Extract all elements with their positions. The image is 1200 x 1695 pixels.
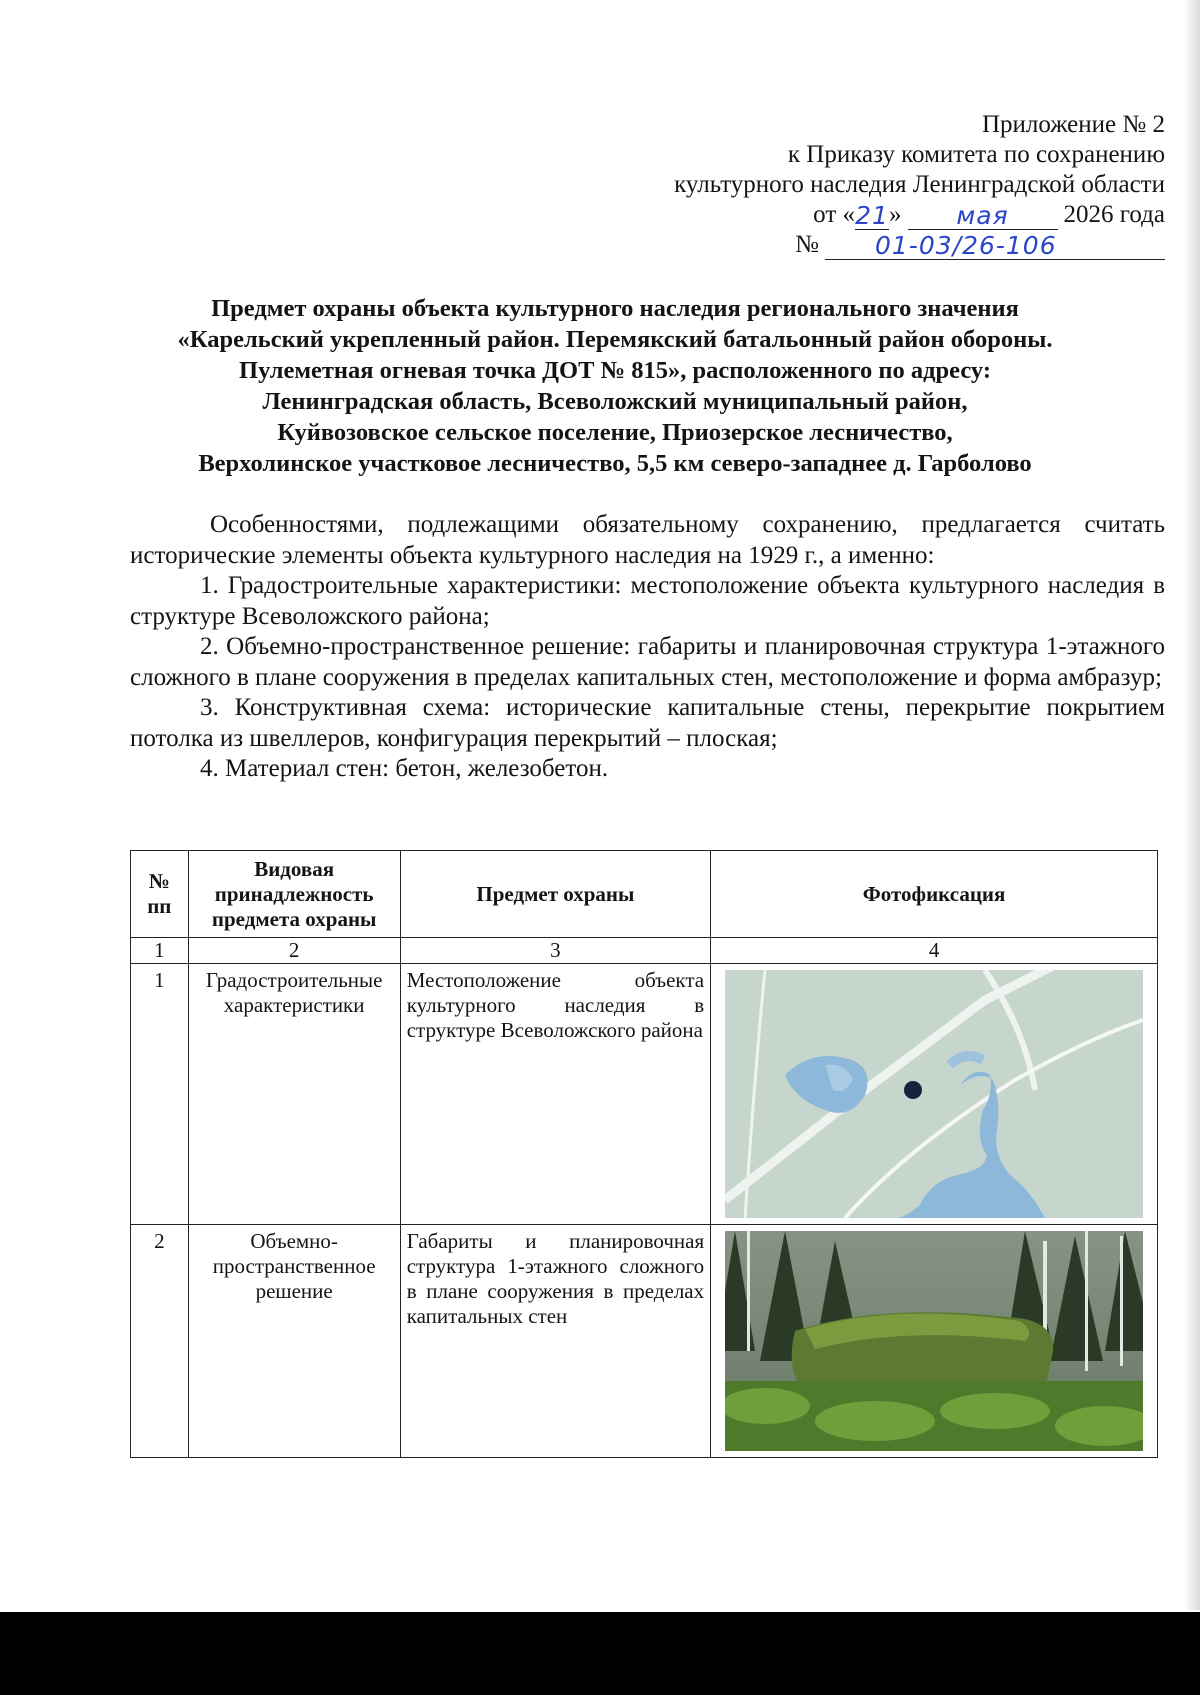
table-row [131, 964, 1158, 1225]
date-year: 2026 года [1063, 201, 1165, 228]
colnum-2: 2 [188, 938, 400, 964]
row-2-photo-cell [711, 1225, 1158, 1458]
body-item-3: 3. Конструктивная схема: исторические капитальные стены, перекрытие покрытием потолка из швеллеров, конфигурация перекрытий – плоская; [130, 694, 1165, 752]
bunker-photo-image [725, 1231, 1143, 1451]
title-line-5: Куйвозовское сельское поселение, Приозерское лесничество, [277, 419, 953, 446]
date-mid: » [889, 201, 902, 228]
document-title [130, 293, 1100, 479]
body-item-4: 4. Материал стен: бетон, железобетон. [200, 755, 609, 782]
protection-table [130, 850, 1158, 1458]
title-line-6: Верхолинское участковое лесничество, 5,5 км северо-западнее д. Гарболово [198, 450, 1032, 477]
appendix-line-2: к Приказу комитета по сохранению [787, 141, 1165, 168]
colnum-1: 1 [131, 938, 189, 964]
header-type: Видовая принадлежность предмета охраны [188, 851, 400, 938]
row-1-type: Градостроительные характеристики [188, 964, 400, 1225]
row-2-num: 2 [131, 1225, 189, 1458]
number-value: 01-03/26-106 [825, 233, 1165, 260]
body-item-1: 1. Градостроительные характеристики: местоположение объекта культурного наследия в структуре Всеволожского района; [130, 572, 1165, 630]
colnum-3: 3 [400, 938, 710, 964]
date-prefix: от « [813, 201, 856, 228]
table-colnum-row [131, 938, 1158, 964]
title-line-2: «Карельский укрепленный район. Перемякский батальонный район обороны. [177, 326, 1053, 353]
row-1-photo-cell [711, 964, 1158, 1225]
appendix-line-3: культурного наследия Ленинградской области [674, 171, 1165, 198]
row-1-subject: Местоположение объекта культурного наследия в структуре Всеволожского района [400, 964, 710, 1225]
number-prefix: № [795, 231, 819, 258]
date-month: мая [908, 203, 1058, 230]
date-day: 21 [855, 201, 889, 230]
appendix-date-line [545, 200, 1165, 230]
body-item-2: 2. Объемно-пространственное решение: габариты и планировочная структура 1-этажного сложного в плане сооружения в пределах капитальных стен, местоположение и форма амбразур; [130, 633, 1165, 691]
scan-edge [1186, 0, 1200, 1610]
title-line-1: Предмет охраны объекта культурного наследия регионального значения [211, 295, 1019, 322]
colnum-4: 4 [711, 938, 1158, 964]
location-map-image [725, 970, 1143, 1218]
body-intro: Особенностями, подлежащими обязательному сохранению, предлагается считать исторические элементы объекта культурного наследия на 1929 г., а именно: [130, 511, 1165, 569]
title-line-3: Пулеметная огневая точка ДОТ № 815», расположенного по адресу: [239, 357, 991, 384]
header-photo: Фотофиксация [711, 851, 1158, 938]
appendix-number-line [545, 230, 1165, 260]
appendix-line-1: Приложение № 2 [981, 111, 1165, 138]
header-num: № пп [131, 851, 189, 938]
table-header-row [131, 851, 1158, 938]
appendix-block [545, 110, 1165, 260]
row-2-type: Объемно-пространственное решение [188, 1225, 400, 1458]
table-row [131, 1225, 1158, 1458]
row-2-subject: Габариты и планировочная структура 1-этажного сложного в плане сооружения в пределах капитальных стен [400, 1225, 710, 1458]
title-line-4: Ленинградская область, Всеволожский муниципальный район, [262, 388, 968, 415]
row-1-num: 1 [131, 964, 189, 1225]
header-subject: Предмет охраны [400, 851, 710, 938]
document-body [130, 510, 1165, 785]
scan-bottom-band [0, 1612, 1200, 1695]
